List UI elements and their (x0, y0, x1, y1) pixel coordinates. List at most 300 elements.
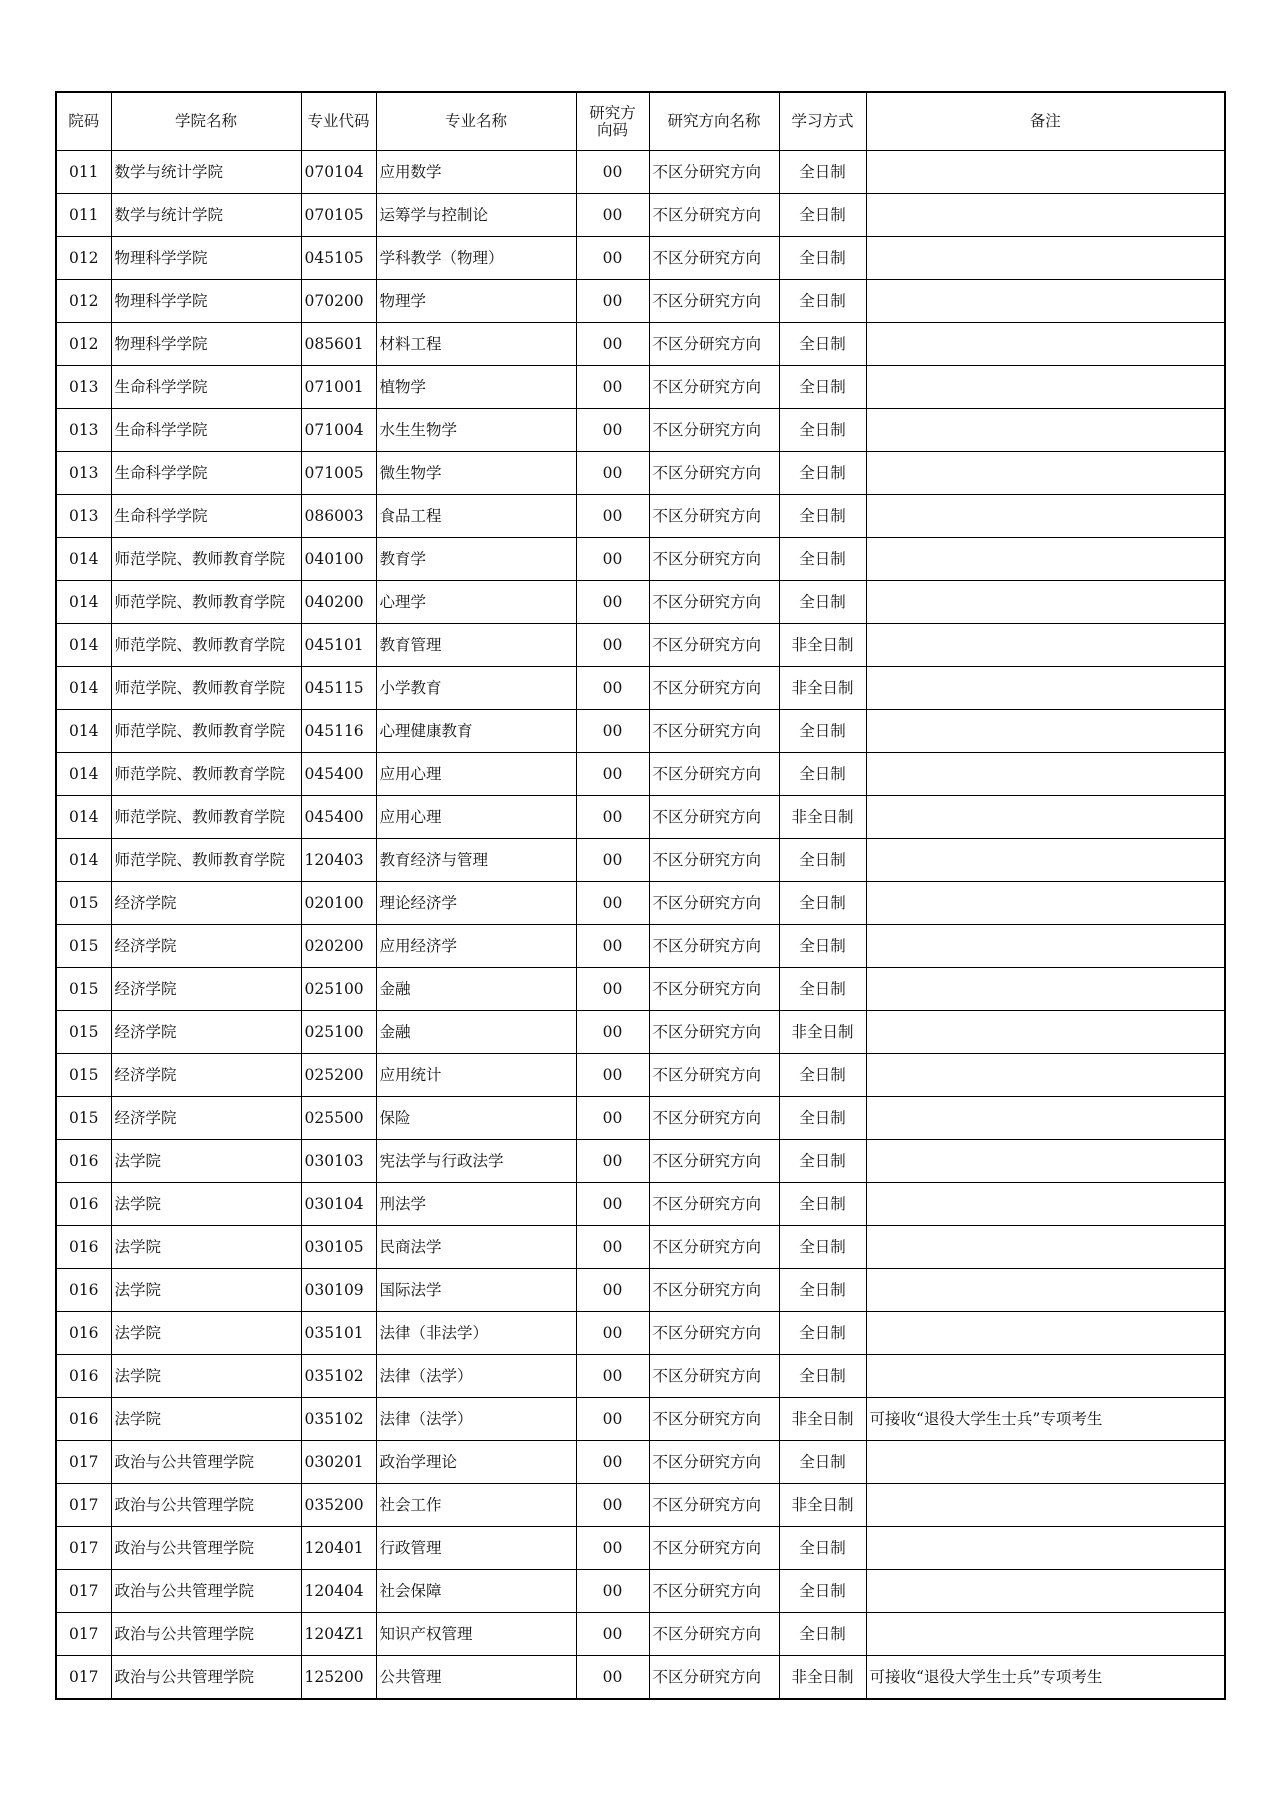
direction-code-cell: 00 (576, 1269, 649, 1312)
direction-code-cell: 00 (576, 710, 649, 753)
table-row (56, 839, 1225, 882)
direction-code-cell: 00 (576, 194, 649, 237)
college-code-cell: 015 (56, 882, 111, 925)
direction-code-cell: 00 (576, 839, 649, 882)
major-name-cell: 应用统计 (376, 1054, 576, 1097)
study-mode-cell: 非全日制 (779, 1484, 866, 1527)
college-name-cell: 数学与统计学院 (111, 151, 301, 194)
major-name-cell: 水生生物学 (376, 409, 576, 452)
major-name-cell: 政治学理论 (376, 1441, 576, 1484)
college-name-cell: 师范学院、教师教育学院 (111, 667, 301, 710)
remarks-cell (866, 366, 1225, 409)
study-mode-cell: 全日制 (779, 1054, 866, 1097)
college-code-cell: 013 (56, 452, 111, 495)
table-row (56, 366, 1225, 409)
college-code-cell: 013 (56, 409, 111, 452)
college-code-cell: 014 (56, 710, 111, 753)
college-code-cell: 015 (56, 968, 111, 1011)
major-code-cell: 020100 (301, 882, 376, 925)
major-name-cell: 教育经济与管理 (376, 839, 576, 882)
major-name-cell: 运筹学与控制论 (376, 194, 576, 237)
header-study-mode: 学习方式 (779, 92, 866, 151)
study-mode-cell: 非全日制 (779, 1656, 866, 1700)
direction-name-cell: 不区分研究方向 (649, 1140, 779, 1183)
direction-code-cell: 00 (576, 538, 649, 581)
direction-name-cell: 不区分研究方向 (649, 280, 779, 323)
direction-code-cell: 00 (576, 796, 649, 839)
table-row (56, 1183, 1225, 1226)
direction-name-cell: 不区分研究方向 (649, 1656, 779, 1700)
direction-code-cell: 00 (576, 495, 649, 538)
study-mode-cell: 非全日制 (779, 1398, 866, 1441)
college-code-cell: 015 (56, 1011, 111, 1054)
direction-code-cell: 00 (576, 882, 649, 925)
remarks-cell (866, 1269, 1225, 1312)
direction-name-cell: 不区分研究方向 (649, 624, 779, 667)
table-row (56, 194, 1225, 237)
study-mode-cell: 全日制 (779, 280, 866, 323)
header-remarks: 备注 (866, 92, 1225, 151)
direction-name-cell: 不区分研究方向 (649, 1011, 779, 1054)
table-row (56, 323, 1225, 366)
table-row (56, 1312, 1225, 1355)
remarks-cell (866, 1183, 1225, 1226)
table-row (56, 1484, 1225, 1527)
table-row (56, 495, 1225, 538)
college-code-cell: 015 (56, 1097, 111, 1140)
study-mode-cell: 全日制 (779, 968, 866, 1011)
table-row (56, 1527, 1225, 1570)
table-row (56, 409, 1225, 452)
college-name-cell: 政治与公共管理学院 (111, 1613, 301, 1656)
remarks-cell (866, 1527, 1225, 1570)
remarks-cell (866, 753, 1225, 796)
remarks-cell (866, 1054, 1225, 1097)
study-mode-cell: 全日制 (779, 1570, 866, 1613)
header-college-name: 学院名称 (111, 92, 301, 151)
remarks-cell (866, 1570, 1225, 1613)
college-code-cell: 014 (56, 753, 111, 796)
college-name-cell: 法学院 (111, 1398, 301, 1441)
college-code-cell: 016 (56, 1226, 111, 1269)
major-code-cell: 020200 (301, 925, 376, 968)
major-name-cell: 社会保障 (376, 1570, 576, 1613)
college-code-cell: 013 (56, 495, 111, 538)
study-mode-cell: 全日制 (779, 1097, 866, 1140)
college-code-cell: 017 (56, 1527, 111, 1570)
major-code-cell: 085601 (301, 323, 376, 366)
college-name-cell: 经济学院 (111, 968, 301, 1011)
college-name-cell: 法学院 (111, 1140, 301, 1183)
direction-name-cell: 不区分研究方向 (649, 753, 779, 796)
major-code-cell: 040100 (301, 538, 376, 581)
direction-name-cell: 不区分研究方向 (649, 1054, 779, 1097)
table-row (56, 1355, 1225, 1398)
major-code-cell: 045101 (301, 624, 376, 667)
major-code-cell: 030201 (301, 1441, 376, 1484)
study-mode-cell: 非全日制 (779, 1011, 866, 1054)
direction-name-cell: 不区分研究方向 (649, 1269, 779, 1312)
college-code-cell: 011 (56, 151, 111, 194)
study-mode-cell: 全日制 (779, 495, 866, 538)
table-row (56, 710, 1225, 753)
remarks-cell (866, 323, 1225, 366)
header-direction-code: 研究方向码 (576, 92, 649, 151)
major-name-cell: 应用经济学 (376, 925, 576, 968)
direction-name-cell: 不区分研究方向 (649, 495, 779, 538)
direction-code-cell: 00 (576, 366, 649, 409)
major-name-cell: 食品工程 (376, 495, 576, 538)
study-mode-cell: 全日制 (779, 1312, 866, 1355)
direction-name-cell: 不区分研究方向 (649, 1097, 779, 1140)
remarks-cell: 可接收“退役大学生士兵”专项考生 (866, 1398, 1225, 1441)
college-name-cell: 生命科学学院 (111, 409, 301, 452)
direction-code-cell: 00 (576, 1097, 649, 1140)
table-row (56, 280, 1225, 323)
major-code-cell: 035102 (301, 1355, 376, 1398)
major-code-cell: 030103 (301, 1140, 376, 1183)
college-code-cell: 012 (56, 237, 111, 280)
college-name-cell: 法学院 (111, 1312, 301, 1355)
table-row (56, 237, 1225, 280)
study-mode-cell: 全日制 (779, 1183, 866, 1226)
college-name-cell: 法学院 (111, 1269, 301, 1312)
direction-name-cell: 不区分研究方向 (649, 882, 779, 925)
table-row (56, 1656, 1225, 1700)
major-name-cell: 应用心理 (376, 796, 576, 839)
remarks-cell (866, 151, 1225, 194)
remarks-cell (866, 667, 1225, 710)
major-name-cell: 金融 (376, 968, 576, 1011)
major-name-cell: 法律（非法学） (376, 1312, 576, 1355)
table-row (56, 753, 1225, 796)
table-row (56, 1097, 1225, 1140)
remarks-cell (866, 1355, 1225, 1398)
study-mode-cell: 全日制 (779, 323, 866, 366)
college-code-cell: 014 (56, 624, 111, 667)
remarks-cell (866, 581, 1225, 624)
table-row (56, 882, 1225, 925)
college-code-cell: 013 (56, 366, 111, 409)
direction-code-cell: 00 (576, 925, 649, 968)
major-code-cell: 125200 (301, 1656, 376, 1700)
remarks-cell (866, 839, 1225, 882)
direction-name-cell: 不区分研究方向 (649, 237, 779, 280)
college-code-cell: 016 (56, 1269, 111, 1312)
study-mode-cell: 非全日制 (779, 624, 866, 667)
table-row (56, 538, 1225, 581)
remarks-cell (866, 495, 1225, 538)
major-code-cell: 120403 (301, 839, 376, 882)
college-name-cell: 经济学院 (111, 1054, 301, 1097)
remarks-cell (866, 1484, 1225, 1527)
study-mode-cell: 全日制 (779, 1140, 866, 1183)
college-name-cell: 物理科学学院 (111, 280, 301, 323)
remarks-cell (866, 710, 1225, 753)
major-code-cell: 035200 (301, 1484, 376, 1527)
major-name-cell: 教育管理 (376, 624, 576, 667)
direction-code-cell: 00 (576, 409, 649, 452)
college-code-cell: 017 (56, 1656, 111, 1700)
direction-name-cell: 不区分研究方向 (649, 323, 779, 366)
table-header-row (56, 92, 1225, 151)
major-code-cell: 070105 (301, 194, 376, 237)
major-code-cell: 035102 (301, 1398, 376, 1441)
major-code-cell: 086003 (301, 495, 376, 538)
college-name-cell: 政治与公共管理学院 (111, 1527, 301, 1570)
college-name-cell: 师范学院、教师教育学院 (111, 624, 301, 667)
major-name-cell: 理论经济学 (376, 882, 576, 925)
study-mode-cell: 全日制 (779, 1226, 866, 1269)
study-mode-cell: 全日制 (779, 581, 866, 624)
study-mode-cell: 全日制 (779, 839, 866, 882)
study-mode-cell: 全日制 (779, 753, 866, 796)
college-name-cell: 经济学院 (111, 925, 301, 968)
table-row (56, 1441, 1225, 1484)
direction-name-cell: 不区分研究方向 (649, 1613, 779, 1656)
major-name-cell: 宪法学与行政法学 (376, 1140, 576, 1183)
major-name-cell: 法律（法学） (376, 1355, 576, 1398)
direction-name-cell: 不区分研究方向 (649, 1183, 779, 1226)
college-code-cell: 016 (56, 1398, 111, 1441)
major-name-cell: 植物学 (376, 366, 576, 409)
direction-code-cell: 00 (576, 1613, 649, 1656)
major-name-cell: 知识产权管理 (376, 1613, 576, 1656)
direction-code-cell: 00 (576, 1441, 649, 1484)
direction-code-cell: 00 (576, 753, 649, 796)
major-name-cell: 学科教学（物理） (376, 237, 576, 280)
major-code-cell: 071005 (301, 452, 376, 495)
major-name-cell: 公共管理 (376, 1656, 576, 1700)
major-name-cell: 金融 (376, 1011, 576, 1054)
remarks-cell (866, 1011, 1225, 1054)
table-row (56, 968, 1225, 1011)
college-code-cell: 017 (56, 1613, 111, 1656)
study-mode-cell: 全日制 (779, 1527, 866, 1570)
table-row (56, 1613, 1225, 1656)
table-body (56, 151, 1225, 1700)
major-code-cell: 035101 (301, 1312, 376, 1355)
table-row (56, 1054, 1225, 1097)
major-code-cell: 025100 (301, 1011, 376, 1054)
college-name-cell: 师范学院、教师教育学院 (111, 581, 301, 624)
table-row (56, 581, 1225, 624)
direction-name-cell: 不区分研究方向 (649, 968, 779, 1011)
college-name-cell: 师范学院、教师教育学院 (111, 538, 301, 581)
college-code-cell: 016 (56, 1183, 111, 1226)
table-row (56, 151, 1225, 194)
remarks-cell (866, 968, 1225, 1011)
major-code-cell: 1204Z1 (301, 1613, 376, 1656)
table-row (56, 1140, 1225, 1183)
header-major-code: 专业代码 (301, 92, 376, 151)
college-code-cell: 015 (56, 925, 111, 968)
college-name-cell: 物理科学学院 (111, 323, 301, 366)
study-mode-cell: 全日制 (779, 538, 866, 581)
major-code-cell: 045105 (301, 237, 376, 280)
direction-name-cell: 不区分研究方向 (649, 839, 779, 882)
direction-code-cell: 00 (576, 1312, 649, 1355)
direction-name-cell: 不区分研究方向 (649, 1441, 779, 1484)
direction-code-cell: 00 (576, 151, 649, 194)
header-college-code: 院码 (56, 92, 111, 151)
remarks-cell: 可接收“退役大学生士兵”专项考生 (866, 1656, 1225, 1700)
major-name-cell: 小学教育 (376, 667, 576, 710)
major-name-cell: 应用心理 (376, 753, 576, 796)
college-code-cell: 012 (56, 323, 111, 366)
remarks-cell (866, 194, 1225, 237)
direction-code-cell: 00 (576, 1140, 649, 1183)
major-code-cell: 040200 (301, 581, 376, 624)
college-name-cell: 经济学院 (111, 1097, 301, 1140)
major-code-cell: 070104 (301, 151, 376, 194)
table-row (56, 667, 1225, 710)
direction-code-cell: 00 (576, 1527, 649, 1570)
major-name-cell: 应用数学 (376, 151, 576, 194)
major-code-cell: 120404 (301, 1570, 376, 1613)
college-name-cell: 物理科学学院 (111, 237, 301, 280)
remarks-cell (866, 1140, 1225, 1183)
header-major-name: 专业名称 (376, 92, 576, 151)
header-direction-name: 研究方向名称 (649, 92, 779, 151)
study-mode-cell: 全日制 (779, 1441, 866, 1484)
college-code-cell: 014 (56, 581, 111, 624)
major-name-cell: 物理学 (376, 280, 576, 323)
remarks-cell (866, 538, 1225, 581)
major-code-cell: 070200 (301, 280, 376, 323)
study-mode-cell: 全日制 (779, 925, 866, 968)
direction-name-cell: 不区分研究方向 (649, 194, 779, 237)
major-name-cell: 教育学 (376, 538, 576, 581)
direction-code-cell: 00 (576, 1484, 649, 1527)
direction-code-cell: 00 (576, 280, 649, 323)
study-mode-cell: 全日制 (779, 1269, 866, 1312)
major-code-cell: 120401 (301, 1527, 376, 1570)
direction-name-cell: 不区分研究方向 (649, 1355, 779, 1398)
college-name-cell: 经济学院 (111, 1011, 301, 1054)
college-name-cell: 师范学院、教师教育学院 (111, 753, 301, 796)
major-name-cell: 行政管理 (376, 1527, 576, 1570)
remarks-cell (866, 1097, 1225, 1140)
major-name-cell: 刑法学 (376, 1183, 576, 1226)
direction-code-cell: 00 (576, 1226, 649, 1269)
direction-code-cell: 00 (576, 1183, 649, 1226)
direction-code-cell: 00 (576, 1355, 649, 1398)
college-name-cell: 政治与公共管理学院 (111, 1656, 301, 1700)
direction-name-cell: 不区分研究方向 (649, 1226, 779, 1269)
major-code-cell: 025500 (301, 1097, 376, 1140)
remarks-cell (866, 624, 1225, 667)
direction-code-cell: 00 (576, 1656, 649, 1700)
direction-name-cell: 不区分研究方向 (649, 538, 779, 581)
college-name-cell: 政治与公共管理学院 (111, 1570, 301, 1613)
table-row (56, 925, 1225, 968)
study-mode-cell: 全日制 (779, 710, 866, 753)
major-name-cell: 民商法学 (376, 1226, 576, 1269)
table-row (56, 624, 1225, 667)
major-name-cell: 材料工程 (376, 323, 576, 366)
college-name-cell: 生命科学学院 (111, 452, 301, 495)
college-code-cell: 012 (56, 280, 111, 323)
major-name-cell: 微生物学 (376, 452, 576, 495)
study-mode-cell: 非全日制 (779, 667, 866, 710)
remarks-cell (866, 796, 1225, 839)
direction-code-cell: 00 (576, 1054, 649, 1097)
direction-code-cell: 00 (576, 452, 649, 495)
college-code-cell: 017 (56, 1570, 111, 1613)
table-row (56, 796, 1225, 839)
direction-name-cell: 不区分研究方向 (649, 581, 779, 624)
direction-name-cell: 不区分研究方向 (649, 366, 779, 409)
remarks-cell (866, 1441, 1225, 1484)
direction-code-cell: 00 (576, 581, 649, 624)
major-name-cell: 国际法学 (376, 1269, 576, 1312)
college-name-cell: 法学院 (111, 1226, 301, 1269)
college-name-cell: 师范学院、教师教育学院 (111, 796, 301, 839)
college-name-cell: 师范学院、教师教育学院 (111, 710, 301, 753)
table-row (56, 1011, 1225, 1054)
study-mode-cell: 全日制 (779, 452, 866, 495)
college-name-cell: 政治与公共管理学院 (111, 1484, 301, 1527)
study-mode-cell: 全日制 (779, 366, 866, 409)
college-name-cell: 师范学院、教师教育学院 (111, 839, 301, 882)
study-mode-cell: 全日制 (779, 151, 866, 194)
remarks-cell (866, 280, 1225, 323)
remarks-cell (866, 1312, 1225, 1355)
direction-name-cell: 不区分研究方向 (649, 1527, 779, 1570)
remarks-cell (866, 237, 1225, 280)
major-code-cell: 025100 (301, 968, 376, 1011)
direction-name-cell: 不区分研究方向 (649, 1484, 779, 1527)
direction-code-cell: 00 (576, 237, 649, 280)
remarks-cell (866, 882, 1225, 925)
college-name-cell: 政治与公共管理学院 (111, 1441, 301, 1484)
college-code-cell: 015 (56, 1054, 111, 1097)
table-row (56, 1570, 1225, 1613)
study-mode-cell: 全日制 (779, 194, 866, 237)
major-name-cell: 心理健康教育 (376, 710, 576, 753)
college-name-cell: 生命科学学院 (111, 366, 301, 409)
college-code-cell: 014 (56, 796, 111, 839)
major-code-cell: 071004 (301, 409, 376, 452)
major-code-cell: 045400 (301, 796, 376, 839)
college-name-cell: 生命科学学院 (111, 495, 301, 538)
study-mode-cell: 全日制 (779, 237, 866, 280)
major-code-cell: 030109 (301, 1269, 376, 1312)
college-code-cell: 014 (56, 839, 111, 882)
direction-code-cell: 00 (576, 624, 649, 667)
direction-name-cell: 不区分研究方向 (649, 452, 779, 495)
major-code-cell: 045400 (301, 753, 376, 796)
college-name-cell: 法学院 (111, 1355, 301, 1398)
major-code-cell: 071001 (301, 366, 376, 409)
remarks-cell (866, 452, 1225, 495)
direction-code-cell: 00 (576, 968, 649, 1011)
college-code-cell: 014 (56, 667, 111, 710)
study-mode-cell: 全日制 (779, 409, 866, 452)
direction-code-cell: 00 (576, 1570, 649, 1613)
direction-name-cell: 不区分研究方向 (649, 151, 779, 194)
major-name-cell: 心理学 (376, 581, 576, 624)
college-name-cell: 数学与统计学院 (111, 194, 301, 237)
remarks-cell (866, 925, 1225, 968)
major-code-cell: 045115 (301, 667, 376, 710)
direction-name-cell: 不区分研究方向 (649, 409, 779, 452)
major-code-cell: 030104 (301, 1183, 376, 1226)
major-name-cell: 保险 (376, 1097, 576, 1140)
table-row (56, 1269, 1225, 1312)
admissions-table (55, 91, 1226, 1700)
